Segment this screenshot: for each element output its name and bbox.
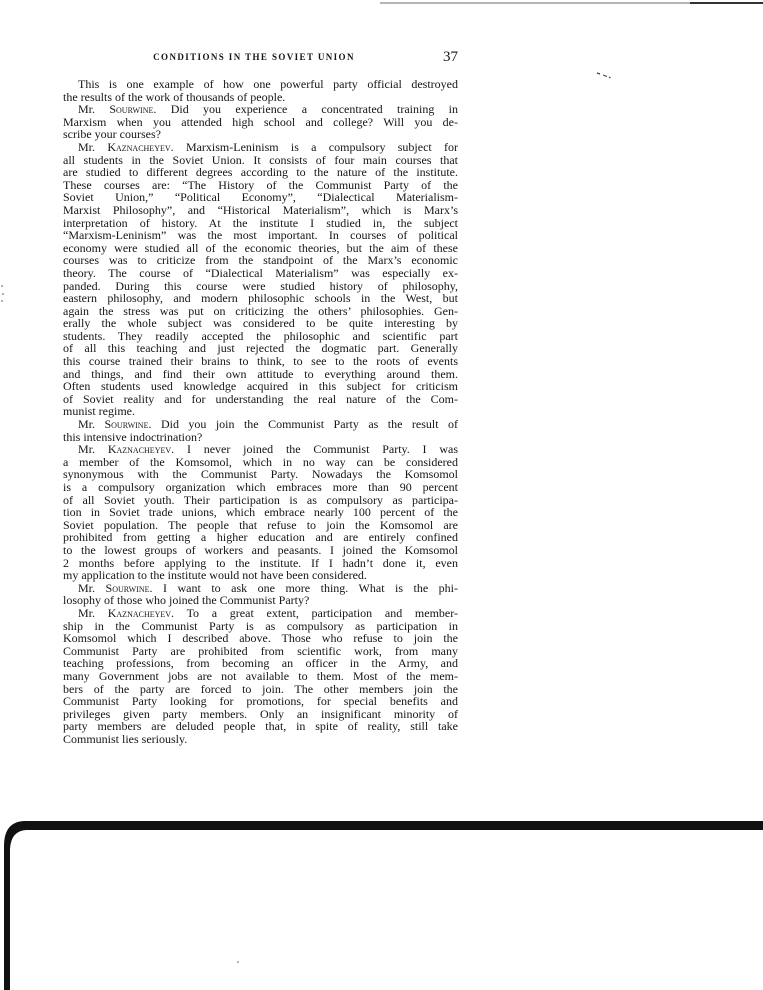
text-line: privileges given party members. Only an insignificant minority of <box>63 706 458 721</box>
speaker-name: Kaznacheyev. <box>107 139 174 154</box>
text-line: teaching professions, from becoming an officer in the Army, and <box>63 656 458 671</box>
scan-speck <box>237 961 239 963</box>
speaker-name: Sourwine. <box>109 102 157 117</box>
text-line: economy were studied all of the economic theories, but the aim of these <box>63 240 458 255</box>
text-line: eastern philosophy, and modern philosophic schools in the West, but <box>63 291 458 306</box>
text-line: losophy of those who joined the Communist Party? <box>63 593 310 608</box>
text-line: the results of the work of thousands of people. <box>63 89 286 104</box>
line-text: Did you join the Communist Party as the result of <box>160 417 458 432</box>
line-text: Did you experience a concentrated training in <box>170 102 458 117</box>
text-line: “Marxism-Leninism” was the most important. In courses of political <box>63 228 458 243</box>
text-line: bers of the party are forced to join. The other members join the <box>63 681 458 696</box>
text-line <box>63 141 458 154</box>
text-line: Communist lies seriously. <box>63 731 188 746</box>
text-line: this intensive indoctrination? <box>63 429 203 444</box>
text-line: Marxist Philosophy”, and “Historical Materialism”, which is Marx’s <box>63 202 458 217</box>
binding-edge-shadow <box>4 821 763 990</box>
text-line: munist regime. <box>63 404 135 419</box>
text-line: synonymous with the Communist Party. Nowadays the Komsomol <box>63 467 458 482</box>
text-line: my application to the institute would not have been considered. <box>63 568 367 583</box>
text-line: prohibited from getting a higher education and are entirely confined <box>63 530 458 545</box>
text-line: of Soviet reality and for understanding the real nature of the Com- <box>63 391 458 406</box>
speaker-title: Mr. <box>78 605 96 620</box>
text-line: scribe your courses? <box>63 127 161 142</box>
speaker-name: Sourwine. <box>104 417 152 432</box>
margin-speck <box>1 285 3 287</box>
text-line: and things, and find their own attitude to everything around them. <box>63 366 458 381</box>
speaker-title: Mr. <box>78 417 96 432</box>
margin-speck <box>2 293 4 295</box>
page-number: 37 <box>443 49 458 65</box>
text-line: Communist Party looking for promotions, for special benefits and <box>63 694 458 709</box>
text-line: 2 months before applying to the institute. If I hadn’t done it, even <box>63 555 458 570</box>
text-line: ship in the Communist Party is as compulsory as participation in <box>63 618 458 633</box>
text-line: to the lowest groups of workers and peasants. I joined the Komsomol <box>63 542 458 557</box>
text-line: This is one example of how one powerful party official destroyed <box>78 77 458 91</box>
text-line <box>63 103 458 116</box>
text-line: Soviet Union,” “Political Economy”, “Dialectical Materialism- <box>63 190 458 205</box>
speaker-title: Mr. <box>78 442 96 457</box>
line-text: I never joined the Communist Party. I was <box>186 442 458 457</box>
speaker-title: Mr. <box>78 102 96 117</box>
text-line: of all Soviet youth. Their participation is as compulsory as participa- <box>63 492 458 507</box>
text-line: party members are deluded people that, in spite of reality, still take <box>63 719 458 734</box>
text-line: panded. During this course were studied history of philosophy, <box>63 278 458 293</box>
text-line: Komsomol which I described above. Those who refuse to join the <box>63 631 458 646</box>
line-text: To a great extent, participation and member- <box>186 605 458 620</box>
text-line: this course trained their brains to think, to see to the roots of events <box>63 354 458 369</box>
text-line: These courses are: “The History of the Communist Party of the <box>63 177 458 192</box>
text-line: Communist Party are prohibited from scientific work, from many <box>63 643 458 658</box>
text-line: all students in the Soviet Union. It consists of four main courses that <box>63 152 458 167</box>
text-line: theory. The course of “Dialectical Materialism” was especially ex- <box>63 265 458 280</box>
speaker-name: Kaznacheyev. <box>107 605 175 620</box>
text-line: a member of the Komsomol, which in no way can be considered <box>63 454 458 469</box>
text-line: are studied to different degrees according to the nature of the institute. <box>63 165 458 180</box>
line-text: I want to ask one more thing. What is the phi- <box>163 580 459 595</box>
text-line: interpretation of history. At the institute I studied in, the subject <box>63 215 458 230</box>
text-line: is a compulsory organization which embraces more than 90 percent <box>63 480 458 494</box>
text-line: Often students used knowledge acquired in this subject for criticism <box>63 379 458 394</box>
speaker-name: Kaznacheyev. <box>107 442 175 457</box>
text-line: many Government jobs are not available to them. Most of the mem- <box>63 668 458 683</box>
line-text: Marxism-Leninism is a compulsory subject for <box>185 139 459 154</box>
text-line <box>63 418 458 431</box>
body-text <box>63 78 458 745</box>
text-line: tion in Soviet trade unions, which embrace nearly 100 percent of the <box>63 505 458 520</box>
text-line <box>63 607 458 620</box>
text-line <box>63 443 458 456</box>
text-line: Marxism when you attended high school and college? Will you de- <box>63 114 458 129</box>
text-line: again the stress was put on criticizing the others’ philosophies. Gen- <box>63 303 458 318</box>
running-head: CONDITIONS IN THE SOVIET UNION <box>153 52 355 62</box>
margin-speck <box>1 300 3 302</box>
text-line: erally the whole subject was considered to be quite interesting by <box>63 316 458 331</box>
speaker-name: Sourwine. <box>105 580 153 595</box>
text-line: Soviet population. The people that refuse to join the Komsomol are <box>63 517 458 532</box>
scan-speck <box>597 73 611 78</box>
text-line: of all this teaching and just rejected the dogmatic part. Generally <box>63 341 458 356</box>
text-line: students. They readily accepted the philosophic and scientific part <box>63 328 458 343</box>
speaker-title: Mr. <box>78 580 96 595</box>
text-line: courses was to criticize from the standpoint of the Marx’s economic <box>63 253 458 268</box>
speaker-title: Mr. <box>78 139 96 154</box>
